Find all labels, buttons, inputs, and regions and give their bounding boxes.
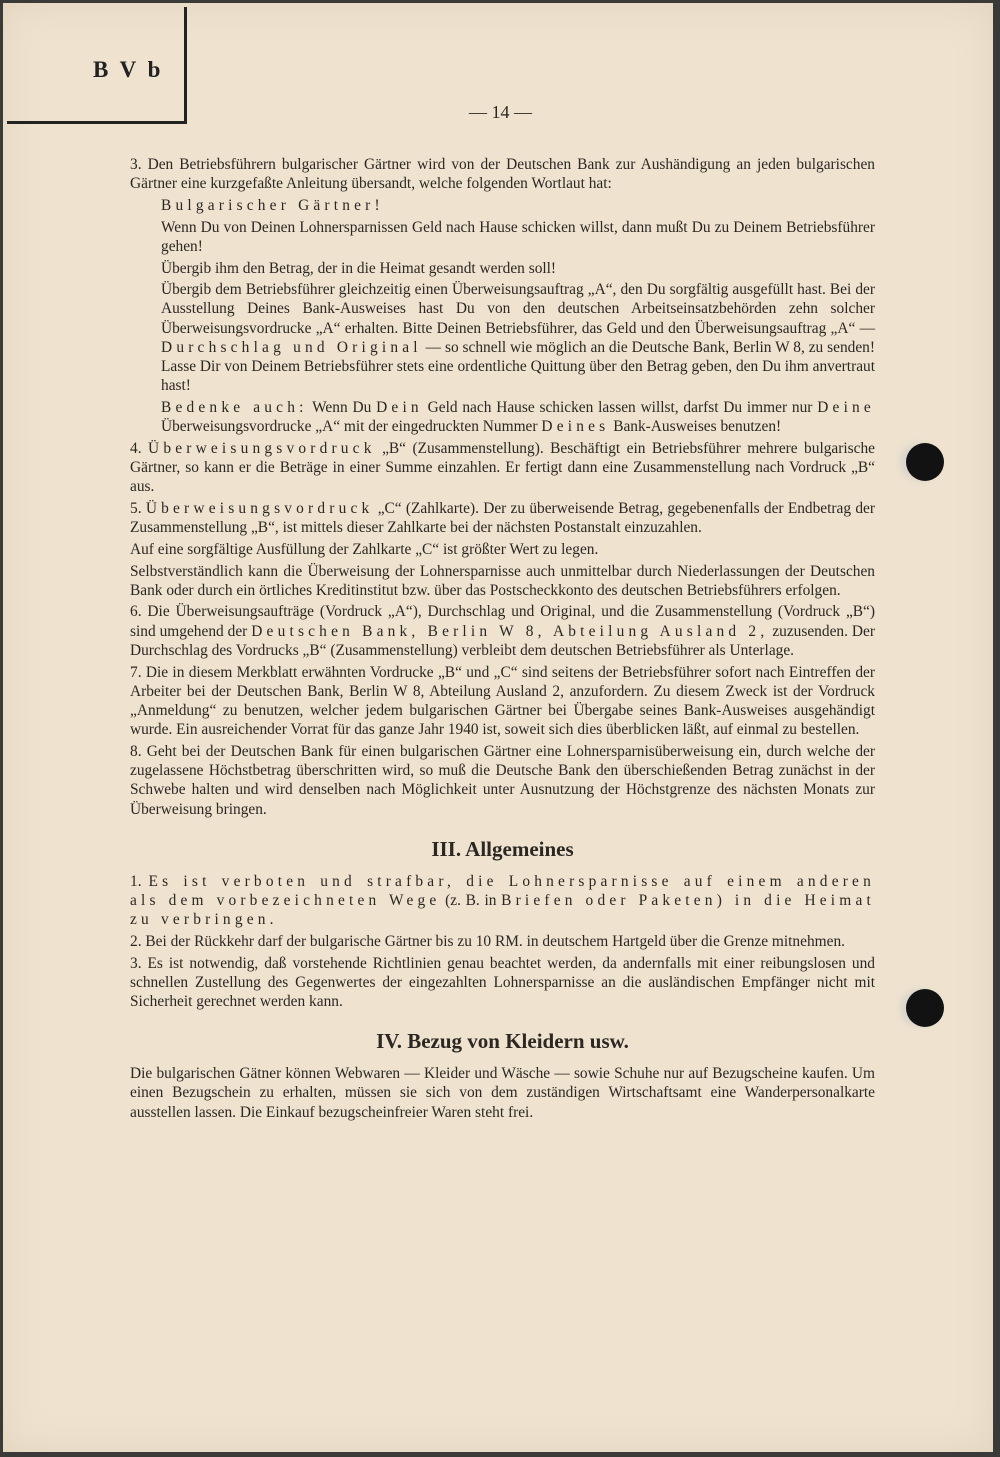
salutation: Bulgarischer Gärtner! [161,196,384,214]
punch-hole-upper [906,443,944,481]
item-8: 8. Geht bei der Deutschen Bank für einen bulgarischen Gärtner eine Lohnersparnisüberweisung ein, durch welche der zugelassene Höchstbetrag überschritten wird, so muß die Deutsche Bank den überschießenden Betrag zunächst in der Schwebe halten und wird denselben nach Möglichkeit unter Ausnutzung der Höchstgrenze des nächsten Monats zur Überweisung bringen. [130,742,875,818]
section-3-p1-text-a: Es ist verboten und strafbar, die Lohnersparnisse auf einem anderen als dem vorbezeichneten Wege [130,872,875,909]
item-4 [130,439,875,497]
document-page [3,3,993,1452]
dein-emphasis: Dein [376,398,423,416]
body-text [130,155,875,1124]
item-6 [130,602,875,660]
section-3-heading: III. Allgemeines [431,836,574,861]
section-3-p1-text-b: Briefen oder Paketen) in die Heimat zu verbringen. [130,891,875,929]
punch-hole-lower [906,989,944,1027]
section-4-paragraph-1: Die bulgarischen Gätner können Webwaren — Kleider und Wäsche — sowie Schuhe nur auf Bezugscheine kaufen. Um einen Bezugschein zu erhalten, müssen sie sich von dem zuständigen Wirtschaftsamt eine Wanderpersonalkarte ausstellen lassen. Die Einkauf bezugscheinfreier Waren steht frei. [130,1065,875,1121]
instruction-4-text-c: Überweisungsvordrucke „A“ mit der eingedruckten Nummer [161,418,538,436]
instruction-4 [130,398,875,436]
instruction-4-text-b: Geld nach Hause schicken lassen willst, darfst Du immer nur [427,398,813,416]
item-4-text: „B“ (Zusammenstellung). Beschäftigt ein Betriebsführer mehrere bulgarische Gärtner, so kann er die Beträge in einer Summe einzahlen. Er fertigt dann eine Zusammenstellung nach Vordruck „B“ aus. [130,439,875,496]
item-5-text: „C“ (Zahlkarte). Der zu überweisende Betrag, gegebenenfalls der Endbetrag der Zusammenstellung „B“, ist mittels dieser Zahlkarte bei der nächsten Postanstalt einzuzahlen. [130,499,875,537]
item-5-paragraph-3: Selbstverständlich kann die Überweisung der Lohnersparnisse auch unmittelbar durch Niederlassungen der Deutschen Bank oder durch ein örtliches Kreditinstitut bzw. über das Postscheckkonto des deutschen Betriebsführers erfolgen. [130,562,875,599]
instruction-3-emphasis: Durchschlag und Original [161,338,422,356]
stamp-label: B V b [93,57,164,82]
instruction-1: Wenn Du von Deinen Lohnersparnissen Geld nach Hause schicken willst, dann mußt Du zu Deinem Betriebsführer gehen! [161,218,875,255]
item-5-heading: Überweisungsvordruck [145,499,374,517]
section-3-p1-number: 1. [130,872,142,890]
item-5-number: 5. [130,499,142,517]
item-4-heading: Überweisungsvordruck [148,439,376,457]
section-3-paragraph-1 [130,872,875,930]
section-3-paragraph-3: 3. Es ist notwendig, daß vorstehende Richtlinien genau beachtet werden, da andernfalls mit einer reibungslosen und schnellen Zustellung des Gegenwertes der eingezahlten Lohnersparnisse an die ausländischen Empfänger nicht mit Sicherheit gerechnet werden kann. [130,954,875,1010]
instruction-2: Übergib ihm den Betrag, der in die Heimat gesandt werden soll! [161,259,557,277]
item-6-text-b: zuzusenden. Der Durchschlag des Vordrucks „B“ (Zusammenstellung) verbleibt dem deutschen Betriebsführer als Unterlage. [130,622,875,659]
item-6-bank-address: Deutschen Bank, Berlin W 8, Abteilung Ausland 2, [251,622,769,640]
item-5-paragraph-2: Auf eine sorgfältige Ausfüllung der Zahlkarte „C“ ist größter Wert zu legen. [130,540,599,558]
instruction-4-text-a: Wenn Du [312,398,372,416]
section-4-heading: IV. Bezug von Kleidern usw. [376,1029,629,1054]
instruction-3-text-a: Übergib dem Betriebsführer gleichzeitig einen Überweisungsauftrag „A“, den Du sorgfältig ausgefüllt hast. Bei der Ausstellung Deines Bank-Ausweises hast Du von den deutschen Arbeitseinsatzbehörden zehn solcher Überweisungsvordrucke „A“ erhalten. Bitte Deinen Betriebsführer, das Geld und den Überweisungsauftrag „A“ — [161,281,875,337]
section-3-p1-example: (z. B. in [445,891,497,909]
instruction-4-text-d: Bank-Ausweises benutzen! [613,418,782,436]
bedenke-emphasis: Bedenke auch: [161,398,308,416]
item-3-intro: 3. Den Betriebsführern bulgarischer Gärtner wird von der Deutschen Bank zur Aushändigung an jeden bulgarischen Gärtner eine kurzgefaßte Anleitung übersandt, welche folgenden Wortlaut hat: [130,156,875,193]
item-5 [130,499,875,537]
item-7: 7. Die in diesem Merkblatt erwähnten Vordrucke „B“ und „C“ sind seitens der Betriebsführer sofort nach Eintreffen der Arbeiter bei der Deutschen Bank, Berlin W 8, Abteilung Ausland 2, anzufordern. Zu diesem Zweck ist der Vordruck „Anmeldung“ zu benutzen, welcher jedem bulgarischen Gärtner bei Übergabe seines Bank-Ausweises ausgehändigt wurde. Ein ausreichender Vorrat für das ganze Jahr 1940 ist, soweit sich dies überblicken läßt, auf einmal zu bestellen. [130,663,875,739]
deines-emphasis: Deines [541,418,610,436]
instruction-3-text-b: — so schnell wie möglich an die Deutsche Bank, Berlin W 8, zu senden! Lasse Dir von Deinem Betriebsführer stets eine ordentliche Quittung über den Betrag geben, den Du ihm anvertraut hast! [161,338,875,395]
deine-emphasis: Deine [817,398,875,416]
item-4-number: 4. [130,439,142,457]
page-number: — 14 — [469,102,532,122]
item-6-text-a: 6. Die Überweisungsaufträge (Vordruck „A“), Durchschlag und Original, und die Zusammenstellung (Vordruck „B“) sind umgehend der [130,603,875,640]
section-3-paragraph-2: 2. Bei der Rückkehr darf der bulgarische Gärtner bis zu 10 RM. in deutschem Hartgeld über die Grenze mitnehmen. [130,932,846,950]
instruction-3 [130,280,875,395]
